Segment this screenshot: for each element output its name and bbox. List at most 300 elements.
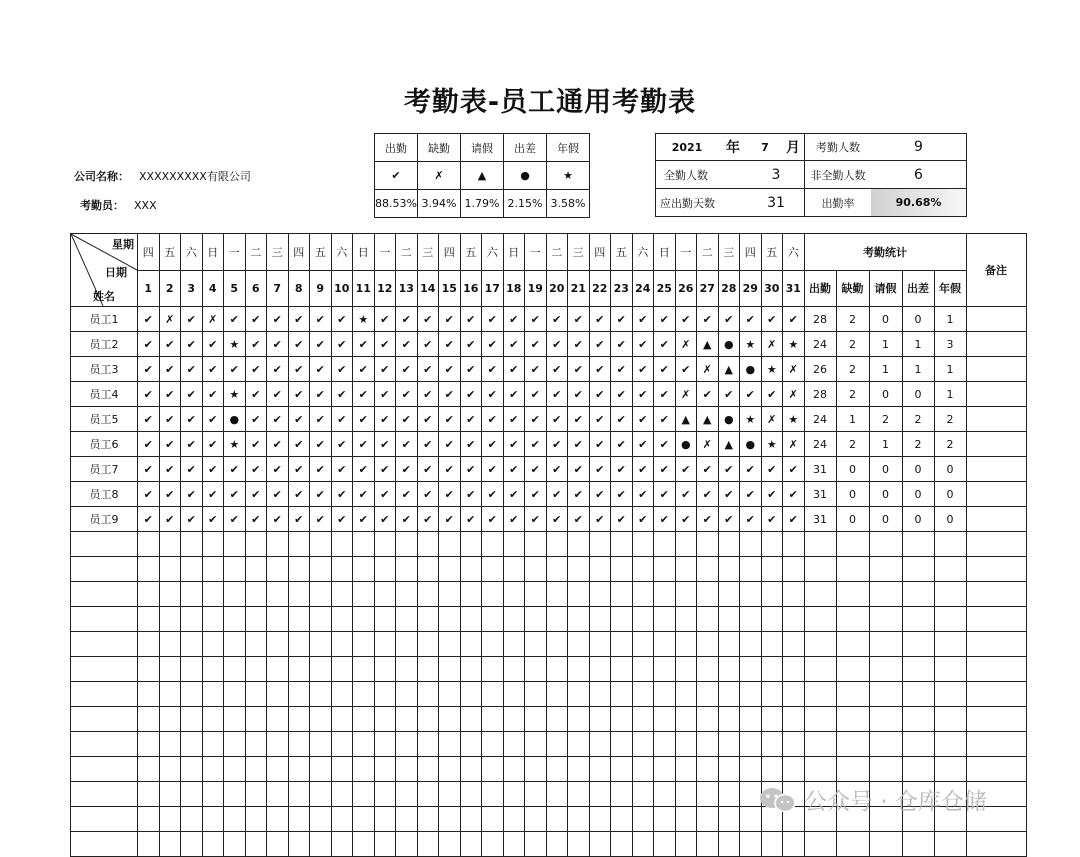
empty-cell — [568, 707, 590, 732]
empty-cell — [902, 757, 934, 782]
empty-cell — [783, 832, 805, 857]
empty-cell — [902, 832, 934, 857]
weekday-cell: 日 — [654, 234, 676, 271]
attendance-mark: ✔ — [546, 457, 568, 482]
empty-cell — [353, 782, 375, 807]
date-cell: 17 — [482, 270, 504, 307]
attendance-mark: ✔ — [159, 432, 181, 457]
empty-cell — [836, 682, 869, 707]
attendance-mark: ✔ — [611, 457, 633, 482]
empty-cell — [902, 657, 934, 682]
empty-cell — [159, 832, 181, 857]
empty-cell — [934, 582, 966, 607]
empty-cell — [181, 832, 203, 857]
empty-cell — [396, 632, 418, 657]
empty-cell — [374, 657, 396, 682]
empty-cell — [331, 682, 353, 707]
empty-cell — [245, 707, 267, 732]
attendance-mark: ✔ — [632, 507, 654, 532]
attendance-mark: ✔ — [331, 407, 353, 432]
attendance-mark: ✔ — [740, 482, 762, 507]
attendance-mark: ✔ — [697, 482, 719, 507]
employee-name: 员工7 — [71, 457, 138, 482]
empty-cell — [374, 757, 396, 782]
empty-cell — [224, 632, 246, 657]
attendance-mark: ✔ — [546, 357, 568, 382]
empty-cell — [503, 782, 525, 807]
company-label: 公司名称： — [74, 170, 129, 183]
empty-cell — [417, 607, 439, 632]
weekday-cell: 四 — [288, 234, 310, 271]
empty-cell — [396, 757, 418, 782]
empty-cell — [267, 732, 289, 757]
empty-cell — [675, 832, 697, 857]
attendance-mark: ▲ — [718, 357, 740, 382]
empty-cell — [740, 682, 762, 707]
date-cell: 20 — [546, 270, 568, 307]
empty-cell — [804, 532, 836, 557]
empty-cell — [632, 807, 654, 832]
empty-cell — [697, 607, 719, 632]
empty-cell — [869, 832, 902, 857]
empty-cell — [836, 582, 869, 607]
empty-cell — [718, 807, 740, 832]
attendance-mark: ✔ — [482, 457, 504, 482]
empty-cell — [546, 732, 568, 757]
attendance-mark: ✔ — [503, 457, 525, 482]
attendance-mark: ✔ — [267, 457, 289, 482]
nonfull-attendance-label: 非全勤人数 — [805, 161, 872, 189]
empty-cell — [675, 757, 697, 782]
attendance-mark: ✔ — [439, 482, 461, 507]
attendance-mark: ✔ — [439, 382, 461, 407]
empty-cell — [267, 657, 289, 682]
stat-value: 28 — [804, 307, 836, 332]
empty-cell — [654, 707, 676, 732]
empty-cell — [439, 757, 461, 782]
empty-cell — [224, 532, 246, 557]
attendance-mark: ✔ — [224, 307, 246, 332]
empty-cell — [159, 707, 181, 732]
empty-cell — [245, 607, 267, 632]
remarks-cell — [966, 382, 1026, 407]
empty-cell — [245, 557, 267, 582]
empty-cell — [589, 607, 611, 632]
date-cell: 8 — [288, 270, 310, 307]
attendance-mark: ✔ — [310, 332, 332, 357]
empty-cell — [181, 782, 203, 807]
watermark-text: 公众号 · 仓库仓储 — [804, 789, 987, 815]
attendance-mark: ✔ — [740, 382, 762, 407]
empty-cell — [589, 732, 611, 757]
attendance-mark: ✔ — [761, 482, 783, 507]
empty-cell — [439, 732, 461, 757]
empty-cell — [697, 582, 719, 607]
attendance-mark: ✔ — [482, 357, 504, 382]
empty-cell — [181, 632, 203, 657]
year-value: 2021 — [656, 134, 719, 161]
empty-cell — [503, 632, 525, 657]
weekday-cell: 一 — [675, 234, 697, 271]
month-value: 7 — [748, 134, 782, 161]
attendance-mark: ✔ — [589, 482, 611, 507]
attendance-mark: ★ — [353, 307, 375, 332]
empty-cell — [245, 657, 267, 682]
attendance-mark: ✔ — [525, 507, 547, 532]
attendance-mark: ✔ — [697, 507, 719, 532]
empty-cell — [331, 657, 353, 682]
attendance-mark: ✔ — [353, 332, 375, 357]
empty-cell — [331, 807, 353, 832]
empty-cell — [417, 757, 439, 782]
weekday-cell: 四 — [740, 234, 762, 271]
attendance-mark: ✔ — [138, 482, 160, 507]
weekday-cell: 三 — [267, 234, 289, 271]
empty-cell — [331, 782, 353, 807]
stat-value: 31 — [804, 482, 836, 507]
empty-cell — [718, 832, 740, 857]
empty-cell — [460, 807, 482, 832]
empty-cell — [934, 532, 966, 557]
empty-cell — [353, 632, 375, 657]
empty-cell — [417, 657, 439, 682]
attendance-mark: ✔ — [353, 432, 375, 457]
attendance-mark: ✔ — [632, 482, 654, 507]
table-row — [71, 382, 1027, 407]
empty-cell — [836, 557, 869, 582]
date-cell: 10 — [331, 270, 353, 307]
empty-cell — [902, 582, 934, 607]
attendance-mark: ✔ — [396, 457, 418, 482]
attendance-mark: ✔ — [675, 482, 697, 507]
empty-cell — [761, 707, 783, 732]
empty-row — [71, 557, 1027, 582]
empty-cell — [439, 782, 461, 807]
empty-cell — [761, 682, 783, 707]
attendance-mark: ✔ — [353, 382, 375, 407]
empty-cell — [374, 682, 396, 707]
empty-cell — [138, 707, 160, 732]
legend-rate: 3.58% — [547, 190, 590, 218]
empty-cell — [761, 532, 783, 557]
empty-cell — [482, 557, 504, 582]
stat-value: 0 — [934, 507, 966, 532]
attendance-mark: ✔ — [138, 382, 160, 407]
attendance-mark: ★ — [761, 432, 783, 457]
attendance-mark: ✔ — [310, 432, 332, 457]
empty-cell — [503, 682, 525, 707]
attendance-mark: ✔ — [439, 307, 461, 332]
date-cell: 12 — [374, 270, 396, 307]
empty-cell — [138, 682, 160, 707]
empty-cell — [654, 732, 676, 757]
empty-cell — [718, 582, 740, 607]
attendance-mark: ✔ — [138, 357, 160, 382]
attendance-mark: ✔ — [761, 382, 783, 407]
empty-cell — [159, 632, 181, 657]
empty-cell — [310, 632, 332, 657]
empty-cell — [611, 757, 633, 782]
empty-cell — [675, 657, 697, 682]
attendance-mark: ✔ — [654, 507, 676, 532]
empty-cell — [697, 732, 719, 757]
attendance-mark: ✔ — [159, 407, 181, 432]
empty-cell — [546, 682, 568, 707]
empty-cell — [417, 682, 439, 707]
clerk-value: XXX — [134, 199, 157, 212]
attendance-mark: ✔ — [202, 507, 224, 532]
stats-header-cell: 出勤 — [804, 270, 836, 307]
stat-value: 2 — [902, 432, 934, 457]
attendance-mark: ✔ — [740, 507, 762, 532]
empty-cell — [804, 557, 836, 582]
empty-cell — [783, 732, 805, 757]
empty-cell — [138, 657, 160, 682]
empty-cell — [525, 807, 547, 832]
attendance-mark: ✔ — [718, 307, 740, 332]
date-cell: 25 — [654, 270, 676, 307]
empty-cell — [675, 582, 697, 607]
empty-cell — [224, 557, 246, 582]
attendance-mark: ✔ — [568, 482, 590, 507]
empty-cell — [568, 582, 590, 607]
empty-cell — [288, 657, 310, 682]
empty-cell — [632, 607, 654, 632]
weekday-cell: 六 — [783, 234, 805, 271]
stat-value: 0 — [902, 457, 934, 482]
weekday-cell: 三 — [568, 234, 590, 271]
empty-cell — [525, 707, 547, 732]
empty-cell — [503, 707, 525, 732]
empty-cell — [966, 757, 1026, 782]
empty-cell — [525, 682, 547, 707]
empty-cell — [934, 832, 966, 857]
empty-cell — [966, 557, 1026, 582]
empty-cell — [697, 532, 719, 557]
empty-cell — [396, 582, 418, 607]
stat-value: 1 — [869, 432, 902, 457]
empty-cell — [374, 732, 396, 757]
attendance-mark: ✔ — [288, 382, 310, 407]
empty-cell — [525, 607, 547, 632]
empty-cell — [374, 807, 396, 832]
empty-cell — [417, 632, 439, 657]
attendance-mark: ✔ — [331, 382, 353, 407]
attendance-mark: ★ — [783, 332, 805, 357]
attendance-mark: ★ — [224, 332, 246, 357]
empty-cell — [546, 582, 568, 607]
attendance-mark: ✔ — [181, 457, 203, 482]
empty-cell — [353, 532, 375, 557]
employee-name: 员工1 — [71, 307, 138, 332]
attendance-mark: ✔ — [482, 432, 504, 457]
empty-cell — [159, 807, 181, 832]
stat-value: 0 — [836, 457, 869, 482]
attendance-mark: ✔ — [202, 357, 224, 382]
attendance-mark: ✔ — [439, 357, 461, 382]
empty-cell — [245, 807, 267, 832]
required-days-label: 应出勤天数 — [656, 189, 749, 217]
attendance-mark: ✔ — [396, 357, 418, 382]
attendance-mark: ✔ — [632, 332, 654, 357]
empty-cell — [836, 832, 869, 857]
stat-value: 3 — [934, 332, 966, 357]
empty-cell — [869, 557, 902, 582]
date-cell: 3 — [181, 270, 203, 307]
empty-cell — [71, 532, 138, 557]
empty-cell — [740, 532, 762, 557]
attendance-mark: ✔ — [589, 432, 611, 457]
empty-cell — [503, 607, 525, 632]
attendance-mark: ✔ — [525, 407, 547, 432]
date-cell: 29 — [740, 270, 762, 307]
legend-table — [374, 133, 590, 218]
empty-cell — [718, 732, 740, 757]
legend-label: 出勤 — [375, 134, 418, 162]
empty-cell — [740, 657, 762, 682]
empty-cell — [632, 632, 654, 657]
attendance-mark: ✔ — [740, 457, 762, 482]
attendance-mark: ✔ — [245, 432, 267, 457]
empty-cell — [568, 557, 590, 582]
empty-cell — [202, 832, 224, 857]
empty-cell — [632, 657, 654, 682]
empty-cell — [71, 657, 138, 682]
empty-cell — [267, 607, 289, 632]
attendance-mark: ✔ — [718, 457, 740, 482]
empty-cell — [902, 682, 934, 707]
empty-cell — [783, 582, 805, 607]
stat-value: 1 — [934, 307, 966, 332]
attendance-mark: ✔ — [761, 457, 783, 482]
attendance-mark: ✔ — [267, 482, 289, 507]
empty-cell — [934, 682, 966, 707]
empty-cell — [138, 582, 160, 607]
empty-cell — [460, 782, 482, 807]
empty-cell — [718, 632, 740, 657]
empty-cell — [245, 582, 267, 607]
empty-cell — [804, 682, 836, 707]
empty-cell — [804, 832, 836, 857]
empty-cell — [310, 607, 332, 632]
stats-header-cell: 出差 — [902, 270, 934, 307]
empty-row — [71, 757, 1027, 782]
attendance-mark: ✗ — [202, 307, 224, 332]
attendance-mark: ✔ — [503, 307, 525, 332]
weekday-cell: 二 — [396, 234, 418, 271]
empty-cell — [611, 582, 633, 607]
empty-cell — [245, 757, 267, 782]
stat-value: 24 — [804, 332, 836, 357]
empty-cell — [439, 632, 461, 657]
attendance-mark: ✔ — [546, 382, 568, 407]
empty-cell — [718, 757, 740, 782]
empty-cell — [675, 557, 697, 582]
attendance-mark: ✔ — [675, 357, 697, 382]
empty-cell — [869, 657, 902, 682]
empty-cell — [353, 807, 375, 832]
empty-cell — [611, 657, 633, 682]
empty-cell — [589, 757, 611, 782]
company-info — [74, 168, 251, 184]
empty-cell — [267, 832, 289, 857]
empty-cell — [783, 607, 805, 632]
attendance-mark: ✔ — [331, 507, 353, 532]
empty-cell — [181, 532, 203, 557]
attendance-mark: ✔ — [697, 457, 719, 482]
attendance-mark: ✔ — [460, 482, 482, 507]
empty-cell — [181, 757, 203, 782]
empty-cell — [546, 632, 568, 657]
empty-cell — [439, 657, 461, 682]
empty-cell — [546, 657, 568, 682]
empty-cell — [568, 532, 590, 557]
attendance-mark: ✔ — [310, 407, 332, 432]
empty-cell — [503, 582, 525, 607]
empty-cell — [611, 807, 633, 832]
attendance-mark: ✔ — [159, 332, 181, 357]
attendance-rate-value: 90.68% — [871, 189, 967, 217]
attendance-mark: ✔ — [568, 332, 590, 357]
date-cell: 2 — [159, 270, 181, 307]
empty-cell — [966, 832, 1026, 857]
empty-cell — [654, 757, 676, 782]
attendance-mark: ✔ — [181, 482, 203, 507]
empty-cell — [159, 607, 181, 632]
empty-cell — [783, 557, 805, 582]
date-cell: 26 — [675, 270, 697, 307]
attendance-mark: ● — [718, 407, 740, 432]
date-cell: 1 — [138, 270, 160, 307]
attendance-mark: ✔ — [181, 507, 203, 532]
empty-cell — [202, 532, 224, 557]
empty-cell — [568, 657, 590, 682]
empty-cell — [138, 632, 160, 657]
attendance-mark: ✔ — [568, 407, 590, 432]
date-cell: 15 — [439, 270, 461, 307]
summary-table — [655, 133, 967, 217]
empty-cell — [525, 557, 547, 582]
empty-cell — [611, 682, 633, 707]
attendance-mark: ✔ — [546, 407, 568, 432]
empty-cell — [310, 807, 332, 832]
attendance-mark: ✔ — [224, 457, 246, 482]
attendance-mark: ✔ — [396, 407, 418, 432]
empty-cell — [224, 657, 246, 682]
attendance-mark: ✔ — [632, 382, 654, 407]
date-cell: 27 — [697, 270, 719, 307]
corner-name-label: 姓名 — [93, 290, 115, 303]
legend-label: 年假 — [547, 134, 590, 162]
empty-row — [71, 632, 1027, 657]
attendance-mark: ✔ — [417, 382, 439, 407]
empty-cell — [869, 607, 902, 632]
attendance-mark: ✗ — [783, 382, 805, 407]
attendance-mark: ✔ — [654, 382, 676, 407]
date-cell: 24 — [632, 270, 654, 307]
empty-cell — [654, 782, 676, 807]
empty-cell — [654, 532, 676, 557]
attendance-mark: ✔ — [568, 382, 590, 407]
empty-row — [71, 732, 1027, 757]
empty-cell — [71, 807, 138, 832]
empty-cell — [71, 757, 138, 782]
attendance-mark: ✔ — [396, 307, 418, 332]
attendance-mark: ✔ — [331, 482, 353, 507]
empty-cell — [138, 807, 160, 832]
empty-cell — [310, 757, 332, 782]
empty-cell — [310, 707, 332, 732]
